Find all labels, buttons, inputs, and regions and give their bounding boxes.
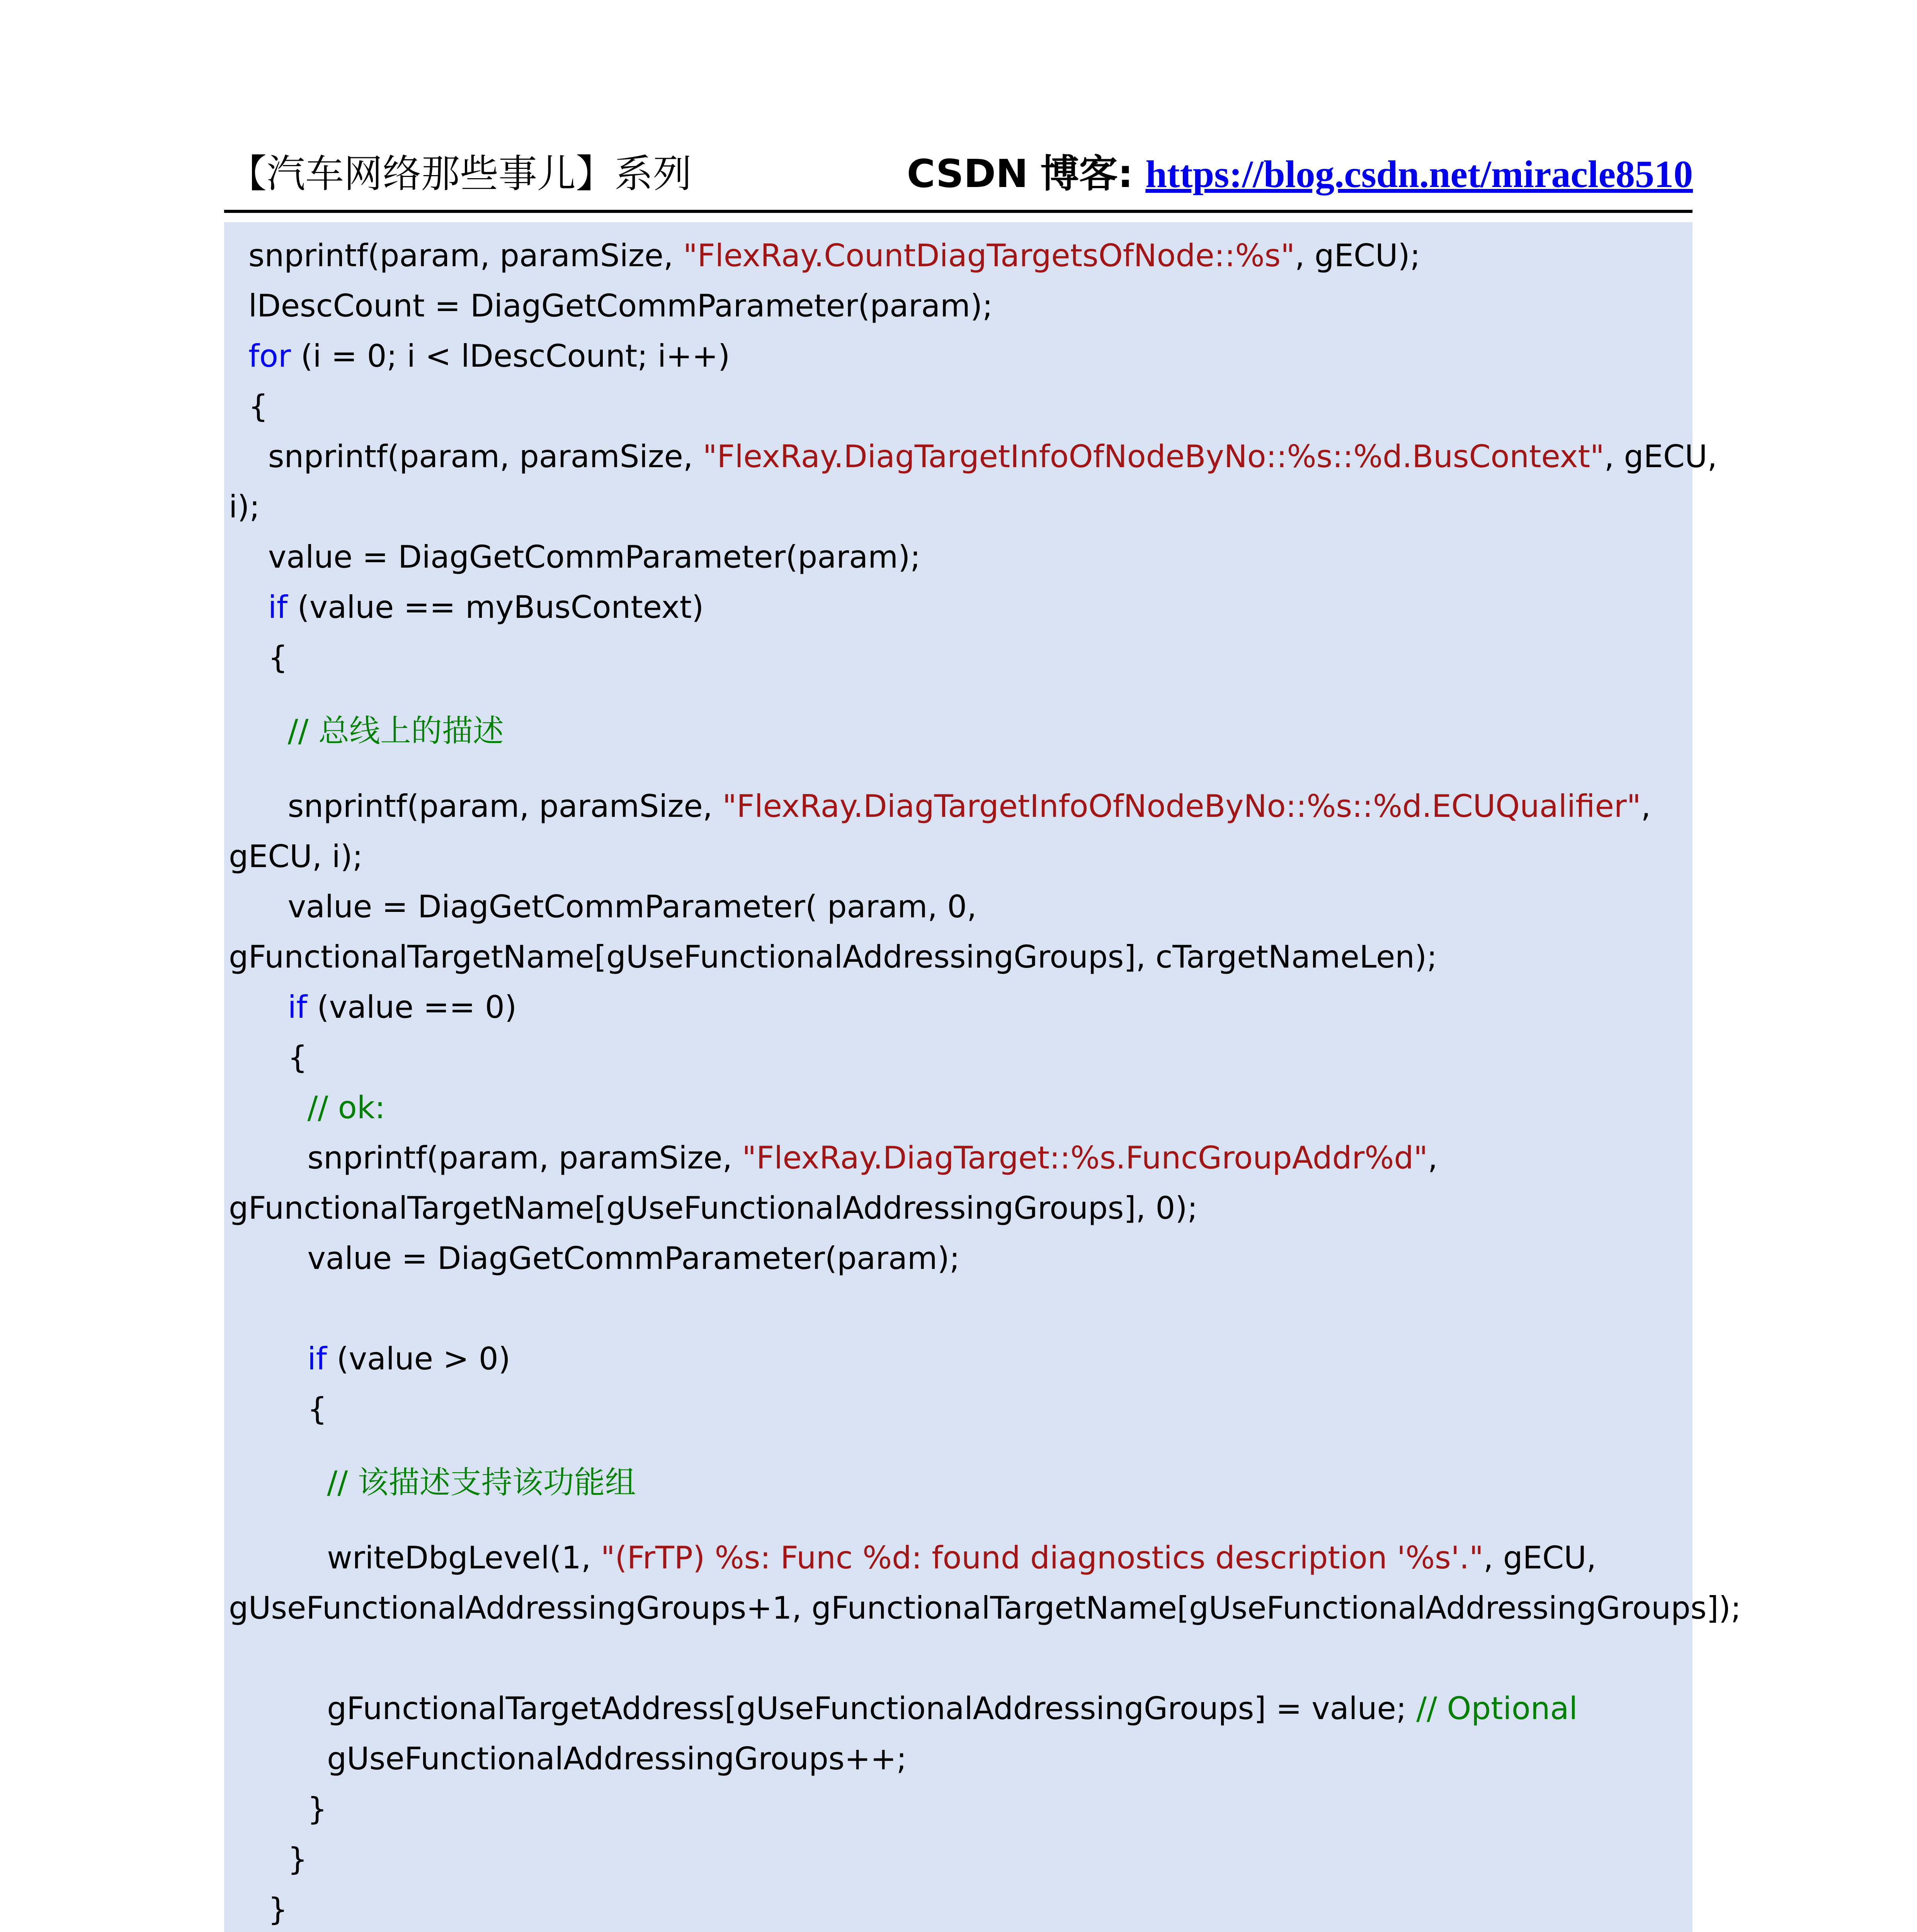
code-text: { xyxy=(229,1039,308,1075)
code-text: { xyxy=(229,1391,327,1427)
code-comment: // ok: xyxy=(307,1090,385,1126)
code-line xyxy=(229,785,1651,828)
code-text: , gECU, xyxy=(1604,439,1717,474)
code-line xyxy=(229,586,704,629)
code-text: , gECU, xyxy=(1483,1540,1597,1576)
code-text: gFunctionalTargetName[gUseFunctionalAddressingGroups], 0); xyxy=(229,1190,1198,1226)
code-line xyxy=(229,886,977,928)
code-text: } xyxy=(229,1891,288,1927)
code-line xyxy=(229,1838,307,1881)
code-text: (value > 0) xyxy=(327,1341,510,1377)
code-text: snprintf(param, paramSize, xyxy=(229,238,683,274)
code-string: "FlexRay.DiagTargetInfoOfNodeByNo::%s::%d.ECUQualifier" xyxy=(722,788,1641,824)
code-keyword: if xyxy=(268,589,288,625)
code-string: "(FrTP) %s: Func %d: found diagnostics description '%s'." xyxy=(600,1540,1483,1576)
code-line xyxy=(229,1237,960,1280)
code-line xyxy=(229,1087,385,1129)
code-text xyxy=(229,338,248,374)
code-text xyxy=(229,713,288,749)
code-text xyxy=(229,989,288,1025)
code-line xyxy=(229,285,993,327)
code-text: i); xyxy=(229,489,260,525)
code-text: { xyxy=(229,639,288,675)
code-text: (value == 0) xyxy=(307,989,517,1025)
code-line xyxy=(229,1537,1596,1579)
code-line xyxy=(229,1338,510,1380)
code-string: "FlexRay.CountDiagTargetsOfNode::%s" xyxy=(683,238,1295,274)
code-text: snprintf(param, paramSize, xyxy=(229,439,703,474)
code-line xyxy=(229,936,1437,978)
code-text: lDescCount = DiagGetCommParameter(param); xyxy=(229,288,993,324)
code-line xyxy=(229,835,363,878)
code-keyword: if xyxy=(307,1341,327,1377)
code-text: value = DiagGetCommParameter( param, 0, xyxy=(229,889,977,925)
code-line xyxy=(229,710,504,752)
series-title: 【汽车网络那些事儿】系列 xyxy=(228,151,692,196)
code-line xyxy=(229,1388,327,1430)
code-comment: // 该描述支持该功能组 xyxy=(327,1464,636,1500)
code-line xyxy=(229,486,260,528)
code-text xyxy=(229,1341,307,1377)
code-line xyxy=(229,1187,1197,1230)
code-line xyxy=(229,1738,907,1780)
code-line xyxy=(229,1687,1578,1730)
code-line xyxy=(229,636,288,679)
code-text xyxy=(229,1090,307,1126)
code-string: "FlexRay.DiagTarget::%s.FuncGroupAddr%d" xyxy=(742,1140,1428,1176)
code-text: snprintf(param, paramSize, xyxy=(229,1140,742,1176)
code-line xyxy=(229,335,730,378)
header-rule xyxy=(224,210,1692,213)
code-line xyxy=(229,1587,1741,1629)
code-text: } xyxy=(229,1791,327,1827)
code-comment: // Optional xyxy=(1416,1690,1578,1726)
code-line xyxy=(229,435,1717,478)
code-text: gUseFunctionalAddressingGroups+1, gFunctionalTargetName[gUseFunctionalAddressingGroups]); xyxy=(229,1590,1741,1626)
code-text: gECU, i); xyxy=(229,838,363,874)
code-text: snprintf(param, paramSize, xyxy=(229,788,723,824)
code-line xyxy=(229,385,268,428)
code-text: } xyxy=(229,1841,308,1877)
code-text: value = DiagGetCommParameter(param); xyxy=(229,1240,960,1276)
code-text: gFunctionalTargetAddress[gUseFunctionalAddressingGroups] = value; xyxy=(229,1690,1417,1726)
code-keyword: for xyxy=(248,338,291,374)
code-line xyxy=(229,986,517,1029)
code-line xyxy=(229,1461,636,1504)
code-line xyxy=(229,1888,288,1931)
code-line xyxy=(229,1788,327,1830)
code-text: , xyxy=(1641,788,1651,824)
code-text: (value == myBusContext) xyxy=(287,589,704,625)
blog-label: 博客: xyxy=(1040,151,1133,196)
code-text xyxy=(229,589,268,625)
code-text: gFunctionalTargetName[gUseFunctionalAddressingGroups], cTargetNameLen); xyxy=(229,939,1437,975)
code-comment: // 总线上的描述 xyxy=(287,713,504,749)
code-text: gUseFunctionalAddressingGroups++; xyxy=(229,1741,907,1777)
code-string: "FlexRay.DiagTargetInfoOfNodeByNo::%s::%d.BusContext" xyxy=(703,439,1604,474)
code-line xyxy=(229,1036,307,1079)
code-block-1 xyxy=(224,222,1741,1932)
code-text: , gECU); xyxy=(1294,238,1420,274)
code-text: writeDbgLevel(1, xyxy=(229,1540,601,1576)
blog-header xyxy=(907,145,1693,203)
code-line xyxy=(229,235,1420,277)
code-text: { xyxy=(229,388,268,424)
code-text xyxy=(229,1464,327,1500)
csdn-label: CSDN xyxy=(907,151,1028,196)
code-text: value = DiagGetCommParameter(param); xyxy=(229,539,921,575)
code-line xyxy=(229,536,920,578)
code-text: , xyxy=(1427,1140,1438,1176)
code-keyword: if xyxy=(287,989,307,1025)
code-line xyxy=(229,1137,1437,1179)
blog-link[interactable]: https://blog.csdn.net/miracle8510 xyxy=(1145,153,1693,196)
code-text: (i = 0; i < lDescCount; i++) xyxy=(291,338,730,374)
